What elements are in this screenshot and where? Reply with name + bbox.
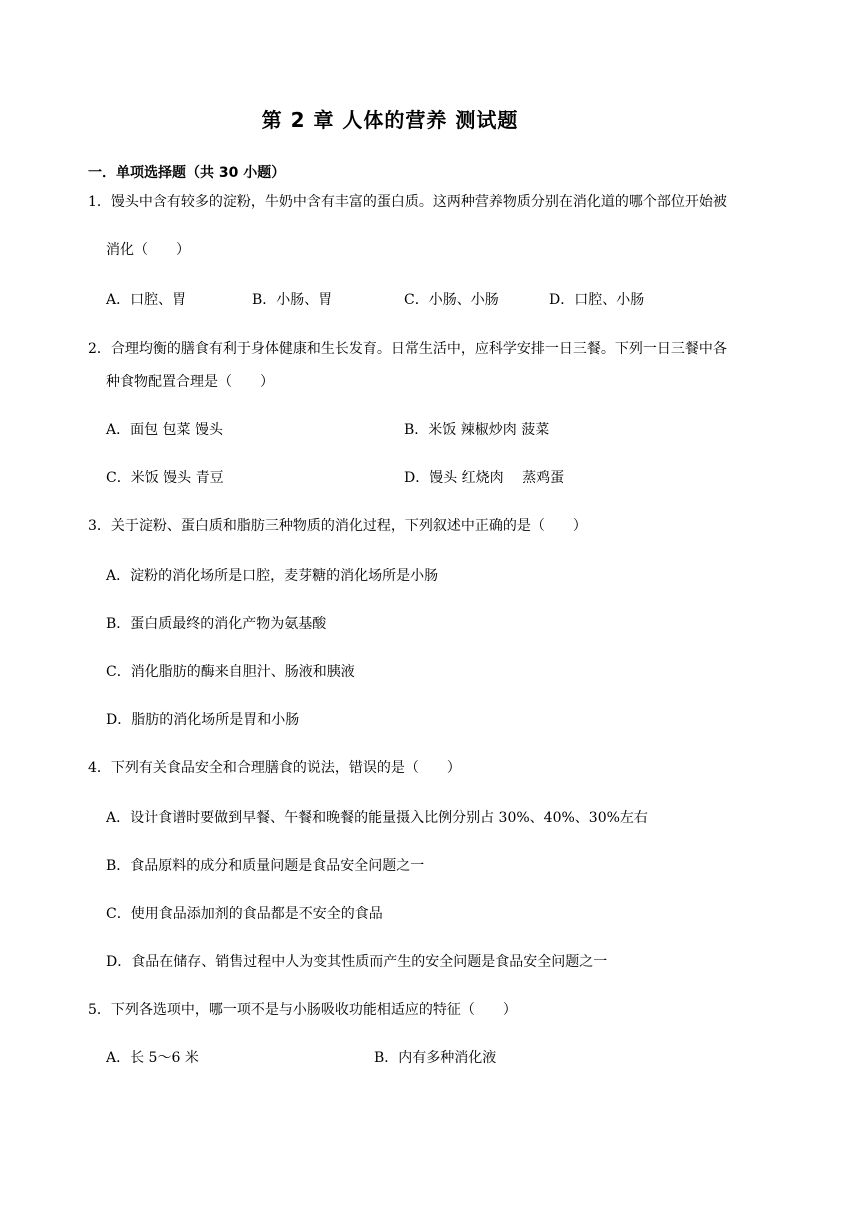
question-4-option-d: D．食品在储存、销售过程中人为变其性质而产生的安全问题是食品安全问题之一: [106, 954, 608, 970]
question-5-text: 5．下列各选项中，哪一项不是与小肠吸收功能相适应的特征（ ）: [88, 1002, 517, 1018]
question-5-option-a: A．长 5～6 米: [106, 1050, 199, 1066]
question-1-option-d: D．口腔、小肠: [549, 292, 645, 308]
question-2-text-cont: 种食物配置合理是（ ）: [106, 374, 274, 390]
question-2-option-a: A．面包 包菜 馒头: [106, 422, 224, 438]
question-4-option-c: C．使用食品添加剂的食品都是不安全的食品: [106, 906, 383, 922]
question-1-text-cont: 消化（ ）: [106, 242, 190, 258]
page-title: 第 2 章 人体的营养 测试题: [261, 108, 519, 132]
question-2-option-c: C．米饭 馒头 青豆: [106, 470, 224, 486]
question-4-option-a: A．设计食谱时要做到早餐、午餐和晚餐的能量摄入比例分别占 30%、40%、30%左右: [106, 810, 648, 826]
question-3-option-c: C．消化脂肪的酶来自胆汁、肠液和胰液: [106, 664, 355, 680]
question-1-option-b: B．小肠、胃: [252, 292, 333, 308]
question-5-option-b: B．内有多种消化液: [374, 1050, 497, 1066]
question-4-text: 4．下列有关食品安全和合理膳食的说法，错误的是（ ）: [88, 760, 461, 776]
question-1-option-a: A．口腔、胃: [106, 292, 187, 308]
question-1-text: 1．馒头中含有较多的淀粉，牛奶中含有丰富的蛋白质。这两种营养物质分别在消化道的哪个部位开始被: [88, 194, 727, 210]
question-2-option-b: B．米饭 辣椒炒肉 菠菜: [404, 422, 550, 438]
question-2-text: 2．合理均衡的膳食有利于身体健康和生长发育。日常生活中，应科学安排一日三餐。下列一日三餐中各: [88, 341, 727, 357]
question-1-option-c: C．小肠、小肠: [404, 292, 499, 308]
question-4-option-b: B．食品原料的成分和质量问题是食品安全问题之一: [106, 858, 425, 874]
question-3-option-b: B．蛋白质最终的消化产物为氨基酸: [106, 616, 327, 632]
question-3-text: 3．关于淀粉、蛋白质和脂肪三种物质的消化过程，下列叙述中正确的是（ ）: [88, 518, 587, 534]
section-heading: 一．单项选择题（共 30 小题）: [88, 165, 286, 181]
question-3-option-a: A．淀粉的消化场所是口腔，麦芽糖的消化场所是小肠: [106, 568, 439, 584]
question-3-option-d: D．脂肪的消化场所是胃和小肠: [106, 712, 300, 728]
question-2-option-d: D．馒头 红烧肉 蒸鸡蛋: [404, 470, 565, 486]
